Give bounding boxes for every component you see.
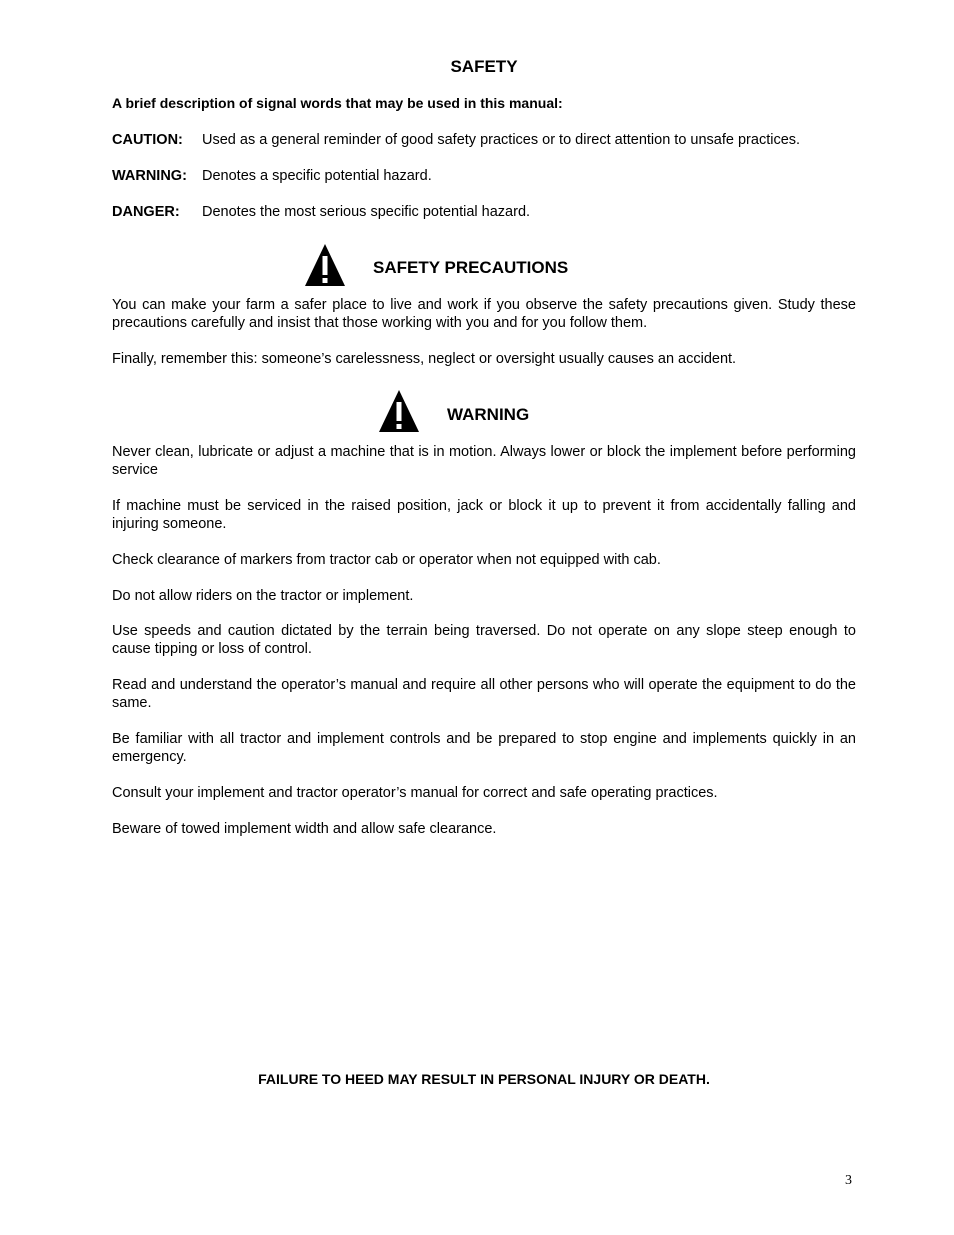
page-number: 3 [845,1173,852,1188]
warning-triangle-icon [378,389,420,433]
safety-precautions-title: SAFETY PRECAUTIONS [373,258,569,277]
warning-paragraph: Check clearance of markers from tractor cab or operator when not equipped with cab. [112,552,661,568]
warning-paragraph: Be familiar with all tractor and implement controls and be prepared to stop engine and implements quickly in an emergency. [112,731,856,765]
signal-word-term: CAUTION: [112,132,183,148]
warning-triangle-icon [304,243,346,287]
warning-paragraph: Never clean, lubricate or adjust a machine that is in motion. Always lower or block the implement before performing service [112,444,856,478]
warning-paragraph: If machine must be serviced in the raised position, jack or block it up to prevent it from accidentally falling and injuring someone. [112,498,856,532]
signal-word-definition: Used as a general reminder of good safety practices or to direct attention to unsafe practices. [202,132,801,148]
warning-paragraph: Consult your implement and tractor operator’s manual for correct and safe operating practices. [112,785,718,801]
signal-word-term: WARNING: [112,168,187,184]
signal-word-definition: Denotes a specific potential hazard. [202,168,432,184]
footer-warning: FAILURE TO HEED MAY RESULT IN PERSONAL INJURY OR DEATH. [258,1071,710,1087]
warning-heading [112,389,856,433]
signal-word-definition: Denotes the most serious specific potential hazard. [202,204,531,220]
precautions-paragraph: You can make your farm a safer place to live and work if you observe the safety precautions given. Study these precautions carefully and insist that those working with you and for you follow them. [112,297,856,331]
warning-paragraph: Do not allow riders on the tractor or implement. [112,588,414,604]
warning-paragraph: Beware of towed implement width and allow safe clearance. [112,821,497,837]
warning-title: WARNING [447,405,530,424]
safety-title: SAFETY [450,57,518,76]
signal-word-term: DANGER: [112,204,180,220]
precautions-paragraph: Finally, remember this: someone’s carelessness, neglect or oversight usually causes an accident. [112,351,737,367]
warning-paragraph: Use speeds and caution dictated by the terrain being traversed. Do not operate on any slope steep enough to cause tipping or loss of control. [112,623,856,657]
signal-words-intro: A brief description of signal words that may be used in this manual: [112,95,563,111]
safety-precautions-heading [112,243,856,287]
warning-paragraph: Read and understand the operator’s manual and require all other persons who will operate the equipment to do the same. [112,677,856,711]
